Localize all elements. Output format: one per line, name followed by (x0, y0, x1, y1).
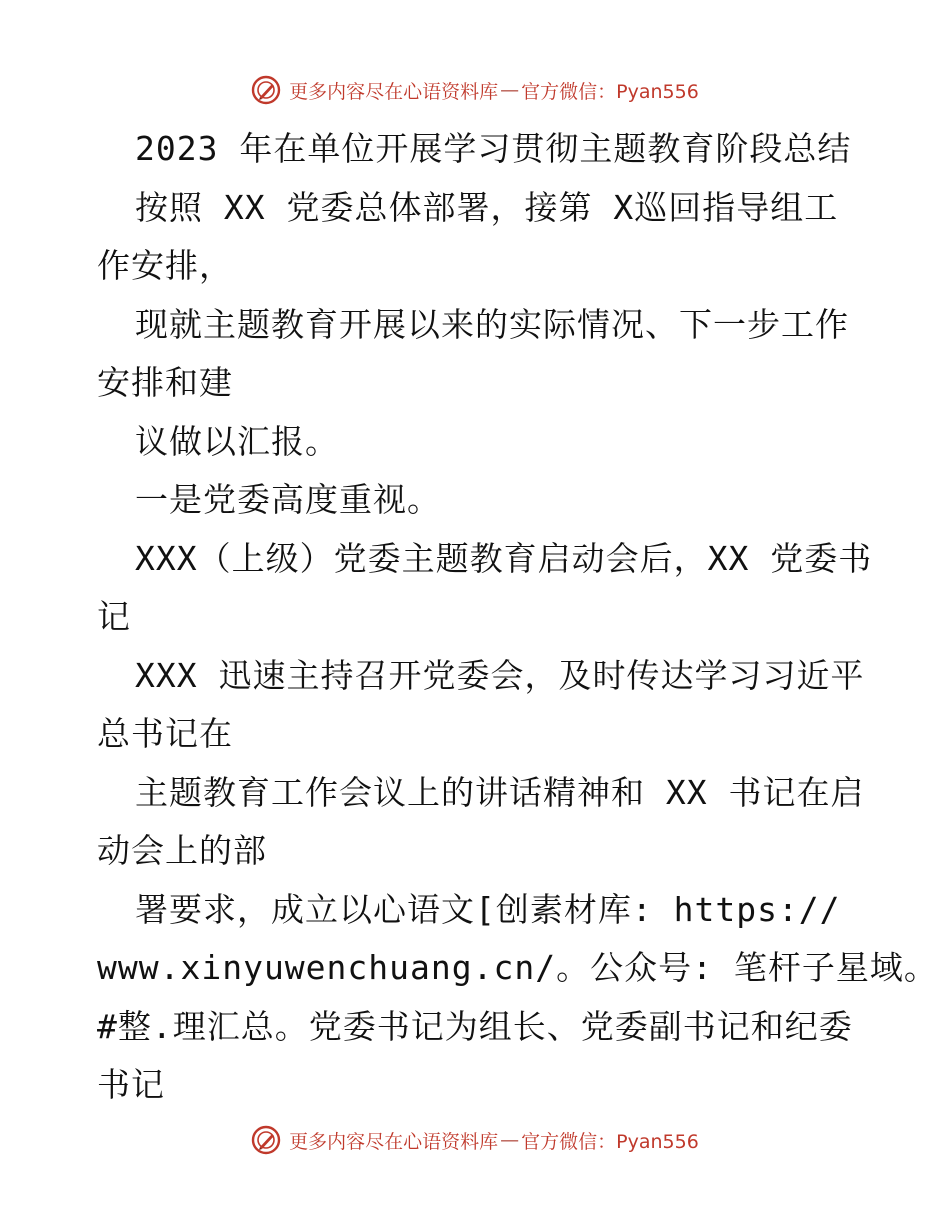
watermark-contact-text: 官方微信：Pyan556 (521, 1130, 699, 1153)
document-line: 按照 XX 党委总体部署，接第 X巡回指导组工 (135, 187, 839, 227)
watermark-brand-text: 更多内容尽在心语资料库 (289, 80, 499, 103)
pen-logo-icon (251, 1125, 281, 1155)
document-line: www.xinyuwenchuang.cn/。公众号: 笔杆子星域。 (97, 948, 938, 987)
document-line: 主题教育工作会议上的讲话精神和 XX 书记在启 (135, 772, 865, 812)
document-line: 署要求，成立以心语文[创素材库: https:// (135, 889, 841, 929)
pen-logo-icon (251, 75, 281, 105)
document-line: 2023 年在单位开展学习贯彻主题教育阶段总结 (135, 129, 852, 168)
document-body (97, 120, 938, 1115)
document-line: 议做以汇报。 (135, 421, 339, 461)
document-line: 动会上的部 (97, 831, 267, 870)
document-line: 书记 (97, 1065, 165, 1104)
document-line: 总书记在 (97, 714, 233, 753)
document-line: 记 (97, 597, 131, 636)
watermark-contact-text: 官方微信：Pyan556 (521, 80, 699, 103)
watermark-banner-top (0, 70, 950, 110)
document-line: 安排和建 (97, 363, 233, 402)
document-line: 一是党委高度重视。 (135, 480, 441, 519)
watermark-brand-text: 更多内容尽在心语资料库 (289, 1130, 499, 1153)
document-line: XXX 迅速主持召开党委会，及时传达学习习近平 (135, 655, 865, 695)
document-line: 现就主题教育开展以来的实际情况、下一步工作 (135, 304, 849, 344)
watermark-separator: — (500, 1129, 520, 1151)
watermark-banner-bottom (0, 1120, 950, 1160)
document-line: 作安排， (97, 246, 233, 285)
document-line: #整.理汇总。党委书记为组长、党委副书记和纪委 (97, 1006, 853, 1046)
document-line: XXX（上级）党委主题教育启动会后，XX 党委书 (135, 538, 873, 578)
watermark-separator: — (500, 79, 520, 101)
